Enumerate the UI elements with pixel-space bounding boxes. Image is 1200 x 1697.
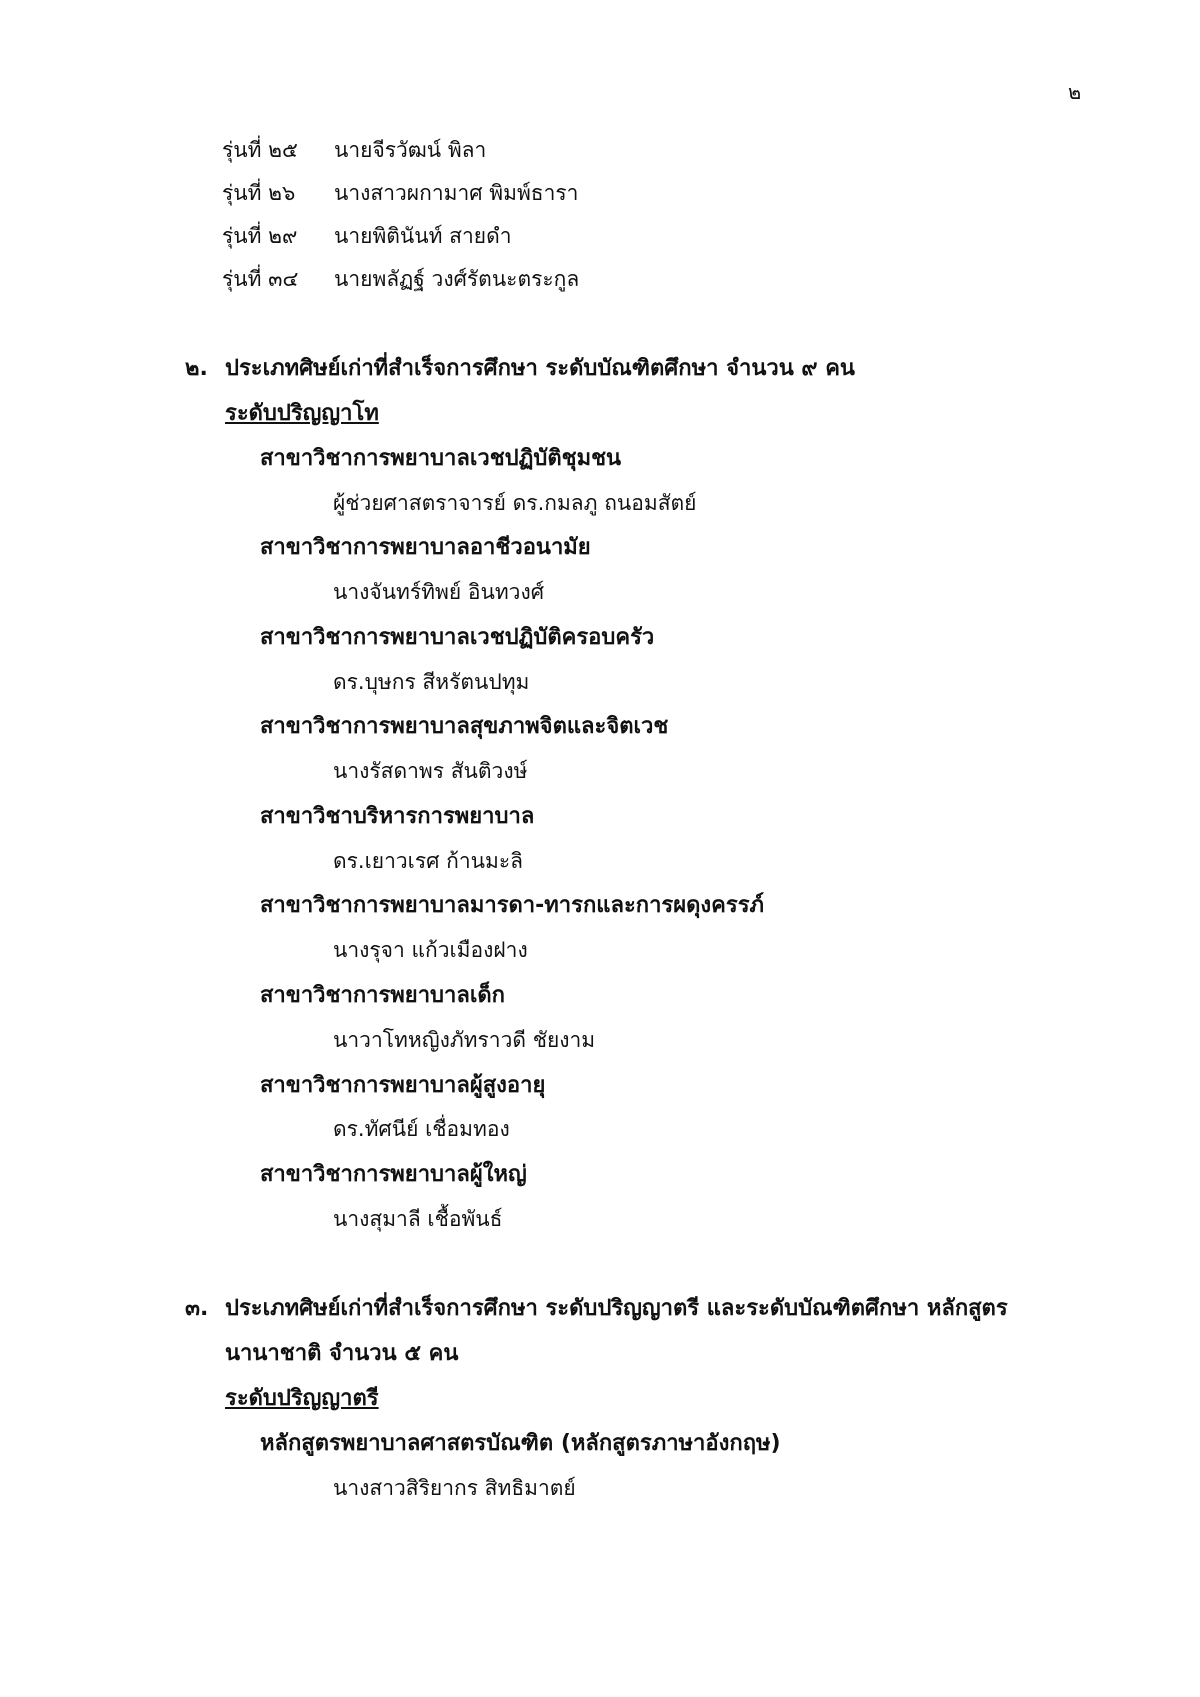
degree-level-heading: ระดับปริญญาตรี <box>225 1386 379 1411</box>
person-name: นางรุจา แก้วเมืองฝาง <box>333 938 528 962</box>
field-heading: สาขาวิชาการพยาบาลเวชปฏิบัติครอบครัว <box>260 625 655 650</box>
cohort-name: นายพิตินันท์ สายดำ <box>334 224 512 248</box>
person-name: นางสาวสิริยากร สิทธิมาตย์ <box>333 1476 576 1500</box>
field-heading: สาขาวิชาการพยาบาลสุขภาพจิตและจิตเวช <box>260 714 669 739</box>
cohort-row <box>222 140 486 161</box>
person-name: นาวาโทหญิงภัทราวดี ชัยงาม <box>333 1028 596 1052</box>
person-name: ดร.เยาวเรศ ก้านมะลิ <box>333 849 523 873</box>
field-heading: สาขาวิชาการพยาบาลเด็ก <box>260 983 505 1008</box>
section-title-line-1: ประเภทศิษย์เก่าที่สำเร็จการศึกษา ระดับปริญญาตรี และระดับบัณฑิตศึกษา หลักสูตร <box>225 1296 1008 1321</box>
field-heading: สาขาวิชาการพยาบาลผู้สูงอายุ <box>260 1073 546 1098</box>
degree-level-heading: ระดับปริญญาโท <box>225 401 379 426</box>
field-heading: สาขาวิชาการพยาบาลอาชีวอนามัย <box>260 535 591 560</box>
field-heading: หลักสูตรพยาบาลศาสตรบัณฑิต (หลักสูตรภาษาอังกฤษ) <box>260 1431 781 1456</box>
section-2-heading <box>185 358 855 380</box>
person-name: ดร.ทัศนีย์ เชื่อมทอง <box>333 1117 510 1141</box>
field-heading: สาขาวิชาบริหารการพยาบาล <box>260 804 535 829</box>
cohort-row <box>222 183 578 204</box>
cohort-label: รุ่นที่ ๒๖ <box>222 181 296 205</box>
person-name: ดร.บุษกร สีหรัตนปทุม <box>333 670 530 694</box>
cohort-name: นางสาวผกามาศ พิมพ์ธารา <box>334 181 579 205</box>
section-3-heading <box>185 1298 1008 1320</box>
section-number: ๒. <box>185 356 208 381</box>
cohort-row <box>222 226 512 247</box>
cohort-name: นายจีรวัฒน์ พิลา <box>334 138 487 162</box>
section-number: ๓. <box>185 1296 209 1321</box>
cohort-label: รุ่นที่ ๒๕ <box>222 138 298 162</box>
person-name: นางรัสดาพร สันติวงษ์ <box>333 759 528 783</box>
cohort-row <box>222 269 579 290</box>
person-name: นางจันทร์ทิพย์ อินทวงศ์ <box>333 580 545 604</box>
section-title-line-2: นานาชาติ จำนวน ๕ คน <box>225 1341 459 1366</box>
field-heading: สาขาวิชาการพยาบาลมารดา-ทารกและการผดุงครรภ์ <box>260 893 765 918</box>
page-number: ๒ <box>1068 80 1082 104</box>
cohort-name: นายพลัฏฐ์ วงศ์รัตนะตระกูล <box>334 267 580 291</box>
cohort-label: รุ่นที่ ๓๔ <box>222 267 299 291</box>
person-name: นางสุมาลี เชื้อพันธ์ <box>333 1207 503 1231</box>
field-heading: สาขาวิชาการพยาบาลผู้ใหญ่ <box>260 1162 527 1187</box>
section-title: ประเภทศิษย์เก่าที่สำเร็จการศึกษา ระดับบัณฑิตศึกษา จำนวน ๙ คน <box>225 356 855 381</box>
field-heading: สาขาวิชาการพยาบาลเวชปฏิบัติชุมชน <box>260 446 622 471</box>
person-name: ผู้ช่วยศาสตราจารย์ ดร.กมลภู ถนอมสัตย์ <box>333 491 697 515</box>
cohort-label: รุ่นที่ ๒๙ <box>222 224 298 248</box>
